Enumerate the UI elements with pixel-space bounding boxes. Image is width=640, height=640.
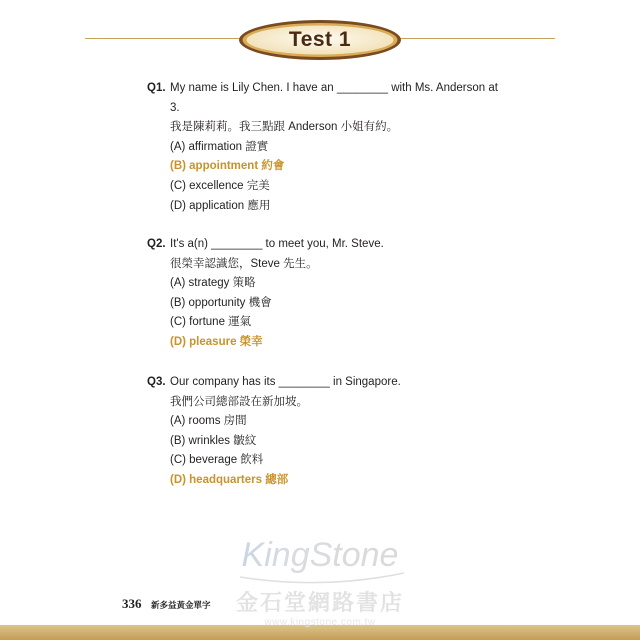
question-text: Our company has its ________ in Singapore. xyxy=(170,376,401,388)
watermark-graphic xyxy=(210,526,430,628)
option-d: (D) application 應用 xyxy=(170,199,271,212)
question-number: Q2. xyxy=(147,238,166,250)
header-rule-left xyxy=(85,38,241,39)
page-number: 336 xyxy=(122,596,142,611)
watermark-url: www.kingstone.com.tw xyxy=(264,617,376,628)
option-a: (A) strategy 策略 xyxy=(170,277,256,290)
question-2 xyxy=(147,235,587,353)
watermark-swoosh xyxy=(240,573,404,583)
question-1 xyxy=(147,79,587,216)
question-translation: 很榮幸認識您，Steve 先生。 xyxy=(170,257,318,270)
option-a: (A) rooms 房間 xyxy=(170,415,247,428)
test-title-badge xyxy=(237,18,403,62)
header-rule-right xyxy=(399,38,555,39)
question-number: Q3. xyxy=(147,376,166,388)
option-c: (C) excellence 完美 xyxy=(170,179,270,192)
question-translation: 我們公司總部設在新加坡。 xyxy=(170,395,308,408)
option-c: (C) fortune 運氣 xyxy=(170,316,252,329)
option-d: (D) headquarters 總部 xyxy=(170,473,289,486)
test-title: Test 1 xyxy=(288,28,352,51)
question-translation: 我是陳莉莉。我三點跟 Anderson 小姐有約。 xyxy=(170,121,399,134)
question-text-continued: 3. xyxy=(170,101,180,114)
book-title: 新多益黃金單字 xyxy=(151,600,211,610)
option-c: (C) beverage 飲料 xyxy=(170,454,264,467)
kingstone-watermark xyxy=(210,526,430,628)
watermark-store-name: 金石堂網路書店 xyxy=(235,590,405,615)
option-b: (B) wrinkles 皺紋 xyxy=(170,434,257,447)
option-b: (B) opportunity 機會 xyxy=(170,296,272,309)
question-number: Q1. xyxy=(147,82,166,94)
option-a: (A) affirmation 證實 xyxy=(170,140,269,153)
question-text: It's a(n) ________ to meet you, Mr. Steve. xyxy=(170,238,384,250)
option-b: (B) appointment 約會 xyxy=(170,160,285,173)
question-text: My name is Lily Chen. I have an ________ with Ms. Anderson at xyxy=(170,82,498,94)
question-3 xyxy=(147,373,587,491)
option-d: (D) pleasure 榮幸 xyxy=(170,335,263,348)
watermark-logo: KingStone xyxy=(241,536,399,574)
